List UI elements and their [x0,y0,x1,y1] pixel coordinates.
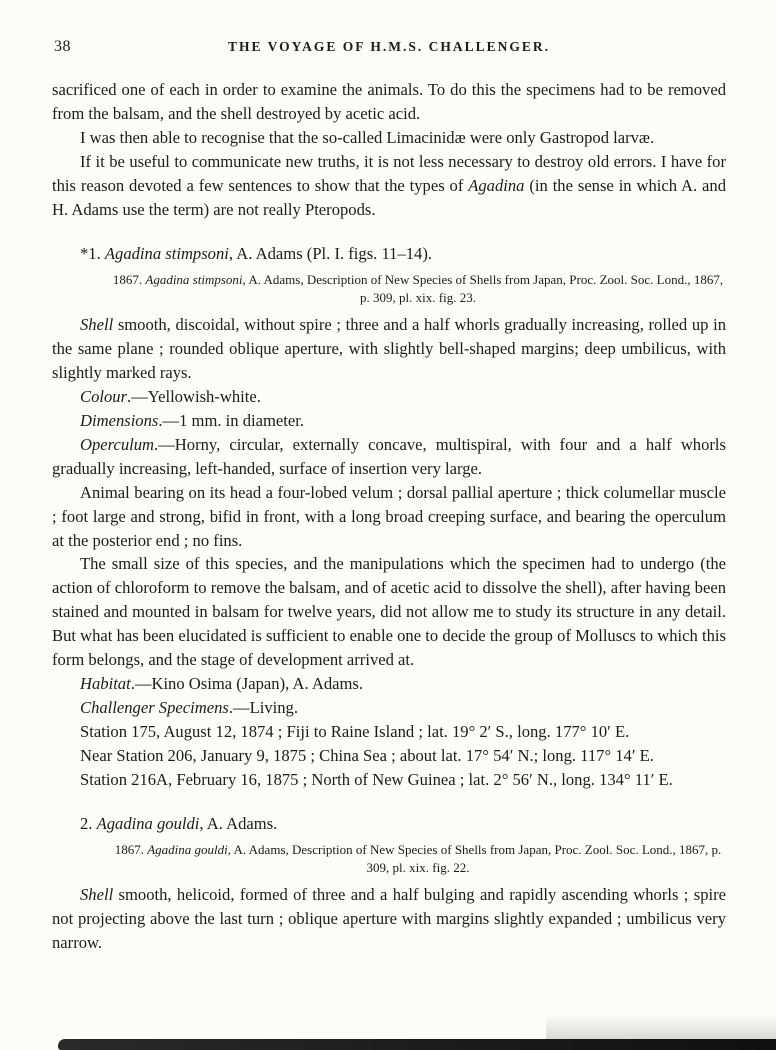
page-number: 38 [54,38,71,55]
para-operculum-italic-run: Operculum [80,434,155,454]
para-continuation-run: sacrificed one of each in order to examine the animals. To do this the specimens had to be removed from the balsam, and the shell destroyed by acetic acid. [52,80,726,123]
heading-agadina-stimpsoni-run: *1. [80,244,105,264]
page-content [52,78,726,955]
para-dimensions-run: .—1 mm. in diameter. [158,410,304,430]
para-shell-stimpsoni-italic-run: Shell [80,315,114,335]
para-challenger-specimens-italic-run: Challenger Specimens [80,697,229,717]
para-shell-gouldi-run: smooth, helicoid, formed of three and a half bulging and rapidly ascending whorls ; spire not projecting above the last turn ; oblique aperture with margins slightly expanded ; umbilicus very narrow. [52,885,726,953]
citation-gouldi-run: 1867. [114,842,148,858]
citation-stimpsoni-run: 1867. [112,272,146,288]
para-dimensions-italic-run: Dimensions [80,410,159,430]
para-animal-run: Animal bearing on its head a four-lobed velum ; dorsal pallial aperture ; thick columellar muscle ; foot large and strong, bifid in front, with a long broad creeping surface, and bearing the operculum at the posterior end ; no fins. [52,482,726,550]
heading-agadina-stimpsoni-run: , A. Adams (Pl. I. figs. 11–14). [228,244,433,264]
para-habitat [52,672,726,696]
para-habitat-italic-run: Habitat [80,673,131,693]
scan-edge-artifact [58,1039,776,1050]
para-old-errors-italic-run: Agadina [468,175,525,195]
citation-stimpsoni-italic-run: Agadina stimpsoni [145,272,243,288]
heading-agadina-gouldi-italic-run: Agadina gouldi [96,814,200,834]
para-limacinidae [52,126,726,150]
running-head [52,38,726,60]
para-colour-italic-run: Colour [80,387,128,407]
para-old-errors-run: If it be useful to communicate new truths, it is not less necessary to destroy old errors. I have for this reason devoted a few sentences to show that the types of [52,151,726,195]
citation-gouldi-italic-run: Agadina gouldi [147,842,228,858]
para-challenger-specimens-run: .—Living. [228,697,298,717]
para-challenger-specimens [52,696,726,720]
para-habitat-run: .—Kino Osima (Japan), A. Adams. [130,673,364,693]
para-old-errors [52,150,726,222]
para-shell-gouldi-italic-run: Shell [80,885,114,905]
para-colour [52,385,726,409]
para-small-size [52,552,726,672]
para-station-175-run: Station 175, August 12, 1874 ; Fiji to Raine Island ; lat. 19° 2′ S., long. 177° 10′ E. [80,721,630,741]
para-colour-run: .—Yellowish-white. [127,387,261,407]
heading-agadina-stimpsoni-italic-run: Agadina stimpsoni [104,244,229,264]
para-station-216a [52,768,726,792]
para-operculum [52,433,726,481]
citation-gouldi [52,841,726,876]
para-station-216a-run: Station 216A, February 16, 1875 ; North of New Guinea ; lat. 2° 56′ N., long. 134° 11′ E. [80,769,673,789]
para-shell-stimpsoni [52,313,726,385]
citation-stimpsoni-run: , A. Adams, Description of New Species of Shells from Japan, Proc. Zool. Soc. Lond., 1867, p. 309, pl. xix. fig. 23. [242,272,724,305]
para-animal [52,481,726,553]
citation-stimpsoni [52,271,726,306]
heading-agadina-gouldi [52,812,726,836]
para-shell-gouldi [52,883,726,955]
running-title: THE VOYAGE OF H.M.S. CHALLENGER. [227,39,551,54]
para-continuation [52,78,726,126]
heading-agadina-gouldi-run: 2. [80,814,97,834]
para-limacinidae-run: I was then able to recognise that the so-called Limacinidæ were only Gastropod larvæ. [80,127,655,147]
para-shell-stimpsoni-run: smooth, discoidal, without spire ; three and a half whorls gradually increasing, rolled up in the same plane ; rounded oblique aperture, with slightly bell-shaped margins; deep umbilicus, with slightly marked rays. [52,315,726,383]
para-dimensions [52,409,726,433]
para-station-206-run: Near Station 206, January 9, 1875 ; China Sea ; about lat. 17° 54′ N.; long. 117° 14′ E. [80,745,654,765]
heading-agadina-gouldi-run: , A. Adams. [199,814,278,834]
para-operculum-run: .—Horny, circular, externally concave, multispiral, with four and a half whorls gradually increasing, left-handed, surface of insertion very large. [52,434,726,478]
para-small-size-run: The small size of this species, and the manipulations which the specimen had to undergo (the action of chloroform to remove the balsam, and of acetic acid to dissolve the shell), after having been stained and mounted in balsam for twelve years, did not allow me to study its structure in any detail. But what has been elucidated is sufficient to enable one to decide the group of Molluscs to which this form belongs, and the stage of development arrived at. [52,554,726,670]
para-station-206 [52,744,726,768]
citation-gouldi-run: , A. Adams, Description of New Species of Shells from Japan, Proc. Zool. Soc. Lond., 1867, p. 309, pl. xix. fig. 22. [227,842,722,875]
para-station-175 [52,720,726,744]
heading-agadina-stimpsoni [52,242,726,266]
scan-shadow-artifact [546,1015,776,1041]
para-old-errors-run: (in the sense in which A. and H. Adams use the term) are not really Pteropods. [52,175,726,219]
